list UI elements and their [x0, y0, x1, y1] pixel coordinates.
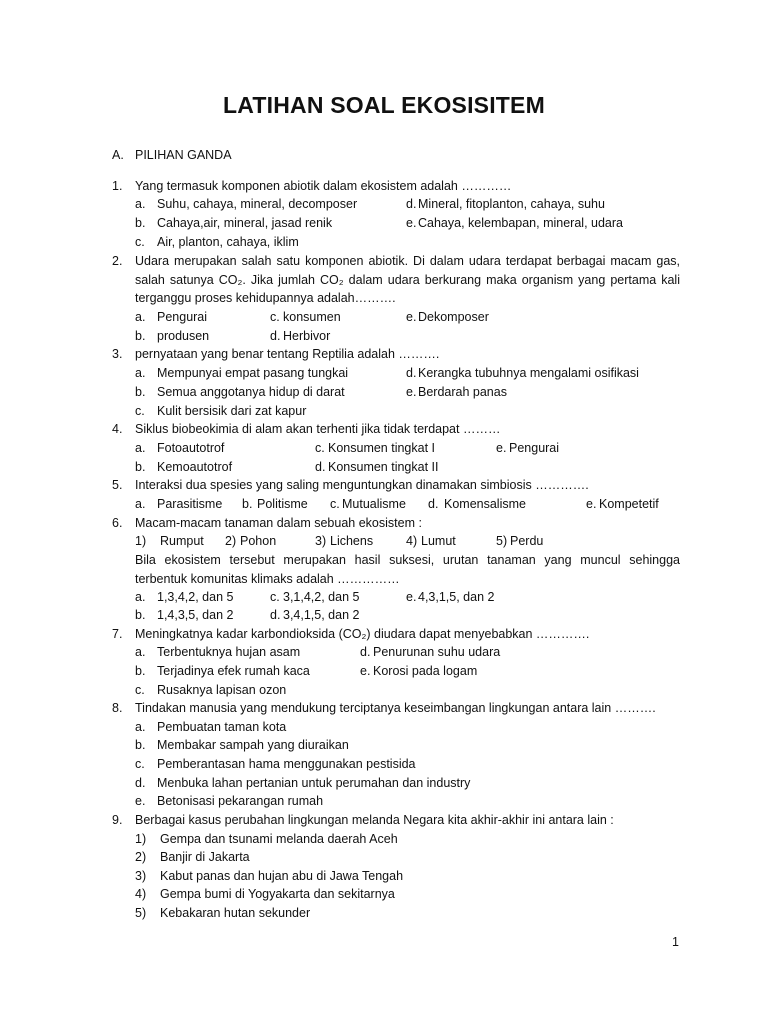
option-text: Dekomposer [418, 310, 489, 324]
list-item-text: Kebakaran hutan sekunder [160, 906, 311, 920]
option-key: d. [270, 329, 281, 343]
list-item-text: Gempa dan tsunami melanda daerah Aceh [160, 832, 398, 846]
option-key: b. [135, 608, 146, 622]
option-text: Mineral, fitoplanton, cahaya, suhu [418, 197, 605, 211]
option-text: Konsumen tingkat II [328, 460, 439, 474]
option-text: 3,4,1,5, dan 2 [283, 608, 360, 622]
option-key: a. [135, 497, 146, 511]
list-item-key: 2) [225, 534, 237, 548]
option-text: Pemberantasan hama menggunakan pestisida [157, 757, 416, 771]
list-item-key: 3) [315, 534, 327, 548]
list-item-key: 1) [135, 832, 147, 846]
question-text-line: terbentuk komunitas klimaks adalah …………… [135, 572, 400, 586]
question-text: Meningkatnya kadar karbondioksida (CO₂) diudara dapat menyebabkan …………. [135, 627, 590, 641]
question-text: Berbagai kasus perubahan lingkungan melanda Negara kita akhir-akhir ini antara lain : [135, 813, 614, 827]
question-text: Yang termasuk komponen abiotik dalam ekosistem adalah ………… [135, 179, 512, 193]
option-text: produsen [157, 329, 210, 343]
option-text: Kerangka tubuhnya mengalami osifikasi [418, 366, 639, 380]
option-text: Pembuatan taman kota [157, 720, 287, 734]
option-text: konsumen [283, 310, 341, 324]
option-key: e. [406, 216, 417, 230]
list-item-key: 4) [406, 534, 418, 548]
question-number: 7. [112, 627, 123, 641]
option-text: Suhu, cahaya, mineral, decomposer [157, 197, 358, 211]
option-key: b. [135, 385, 146, 399]
option-key: e. [586, 497, 597, 511]
option-key: c. [135, 235, 145, 249]
question-text: pernyataan yang benar tentang Reptilia adalah ………. [135, 347, 440, 361]
section-letter: A. [112, 148, 124, 162]
option-text: Parasitisme [157, 497, 223, 511]
option-text: Semua anggotanya hidup di darat [157, 385, 345, 399]
option-key: e. [406, 590, 417, 604]
question-text: Siklus biobeokimia di alam akan terhenti jika tidak terdapat ……… [135, 422, 501, 436]
question-number: 5. [112, 478, 123, 492]
question-text-line: Udara merupakan salah satu komponen abiotik. Di dalam udara terdapat berbagai macam gas, [135, 254, 680, 268]
list-item-text: Rumput [160, 534, 204, 548]
option-text: Korosi pada logam [373, 664, 478, 678]
option-key: d. [270, 608, 281, 622]
option-key: a. [135, 720, 146, 734]
question-number: 1. [112, 179, 123, 193]
option-key: a. [135, 197, 146, 211]
list-item-text: Lichens [330, 534, 374, 548]
option-key: d. [360, 645, 371, 659]
option-text: Kulit bersisik dari zat kapur [157, 404, 307, 418]
list-item-text: Gempa bumi di Yogyakarta dan sekitarnya [160, 887, 395, 901]
option-text: Pengurai [157, 310, 208, 324]
list-item-text: Banjir di Jakarta [160, 850, 250, 864]
page-title: LATIHAN SOAL EKOSISITEM [223, 92, 545, 118]
option-key: c. [315, 441, 325, 455]
option-key: b. [135, 216, 146, 230]
question-number: 4. [112, 422, 123, 436]
option-text: Politisme [257, 497, 308, 511]
option-key: a. [135, 590, 146, 604]
option-text: Membakar sampah yang diuraikan [157, 738, 349, 752]
question-text-line: terganggu proses kehidupannya adalah………. [135, 291, 396, 305]
option-text: Mutualisme [342, 497, 406, 511]
option-key: e. [135, 794, 146, 808]
option-text: Herbivor [283, 329, 331, 343]
option-text: Mempunyai empat pasang tungkai [157, 366, 349, 380]
option-key: b. [242, 497, 253, 511]
list-item-text: Lumut [421, 534, 456, 548]
option-text: 1,4,3,5, dan 2 [157, 608, 234, 622]
option-text: Air, planton, cahaya, iklim [157, 235, 299, 249]
question-text-line: Bila ekosistem tersebut merupakan hasil suksesi, urutan tanaman yang muncul sehingga [135, 553, 680, 567]
option-text: Cahaya, kelembapan, mineral, udara [418, 216, 623, 230]
option-text: Berdarah panas [418, 385, 507, 399]
question-number: 3. [112, 347, 123, 361]
option-text: Rusaknya lapisan ozon [157, 683, 287, 697]
option-text: Pengurai [509, 441, 560, 455]
question-text: Tindakan manusia yang mendukung terciptanya keseimbangan lingkungan antara lain ………. [135, 701, 656, 715]
option-text: Betonisasi pekarangan rumah [157, 794, 324, 808]
option-key: d. [135, 776, 146, 790]
option-text: Terjadinya efek rumah kaca [157, 664, 310, 678]
question-number: 9. [112, 813, 123, 827]
question-text: Interaksi dua spesies yang saling menguntungkan dinamakan simbiosis …………. [135, 478, 589, 492]
question-number: 6. [112, 516, 123, 530]
option-key: a. [135, 310, 146, 324]
option-key: b. [135, 738, 146, 752]
option-key: d. [428, 497, 439, 511]
option-key: b. [135, 460, 146, 474]
option-text: Cahaya,air, mineral, jasad renik [157, 216, 333, 230]
option-key: c. [135, 757, 145, 771]
option-text: 4,3,1,5, dan 2 [418, 590, 495, 604]
option-key: d. [406, 197, 417, 211]
option-key: d. [406, 366, 417, 380]
option-text: Kemoautotrof [157, 460, 233, 474]
list-item-text: Perdu [510, 534, 544, 548]
option-key: d. [315, 460, 326, 474]
list-item-key: 2) [135, 850, 147, 864]
option-key: e. [406, 385, 417, 399]
option-key: e. [360, 664, 371, 678]
question-number: 8. [112, 701, 123, 715]
option-key: e. [496, 441, 507, 455]
list-item-key: 5) [496, 534, 508, 548]
list-item-text: Kabut panas dan hujan abu di Jawa Tengah [160, 869, 404, 883]
option-key: b. [135, 664, 146, 678]
list-item-key: 3) [135, 869, 147, 883]
option-key: a. [135, 366, 146, 380]
list-item-key: 5) [135, 906, 147, 920]
option-text: Penurunan suhu udara [373, 645, 501, 659]
option-key: e. [406, 310, 417, 324]
list-item-key: 1) [135, 534, 147, 548]
option-key: c. [270, 590, 280, 604]
question-number: 2. [112, 254, 123, 268]
option-key: c. [270, 310, 280, 324]
option-text: Terbentuknya hujan asam [157, 645, 301, 659]
option-text: 3,1,4,2, dan 5 [283, 590, 360, 604]
option-text: Konsumen tingkat I [328, 441, 436, 455]
option-text: Kompetetif [599, 497, 659, 511]
list-item-key: 4) [135, 887, 147, 901]
option-text: 1,3,4,2, dan 5 [157, 590, 234, 604]
option-key: c. [330, 497, 340, 511]
page-number: 1 [672, 935, 679, 949]
option-key: b. [135, 329, 146, 343]
question-text: Macam-macam tanaman dalam sebuah ekosistem : [135, 516, 422, 530]
question-text-line: salah satunya CO₂. Jika jumlah CO₂ dalam udara berkurang maka organism yang pertama kali [135, 273, 680, 287]
option-key: c. [135, 404, 145, 418]
option-key: c. [135, 683, 145, 697]
section-label: PILIHAN GANDA [135, 148, 232, 162]
list-item-text: Pohon [240, 534, 277, 548]
option-text: Menbuka lahan pertanian untuk perumahan dan industry [157, 776, 471, 790]
option-text: Fotoautotrof [157, 441, 225, 455]
option-key: a. [135, 645, 146, 659]
option-text: Komensalisme [444, 497, 526, 511]
option-key: a. [135, 441, 146, 455]
